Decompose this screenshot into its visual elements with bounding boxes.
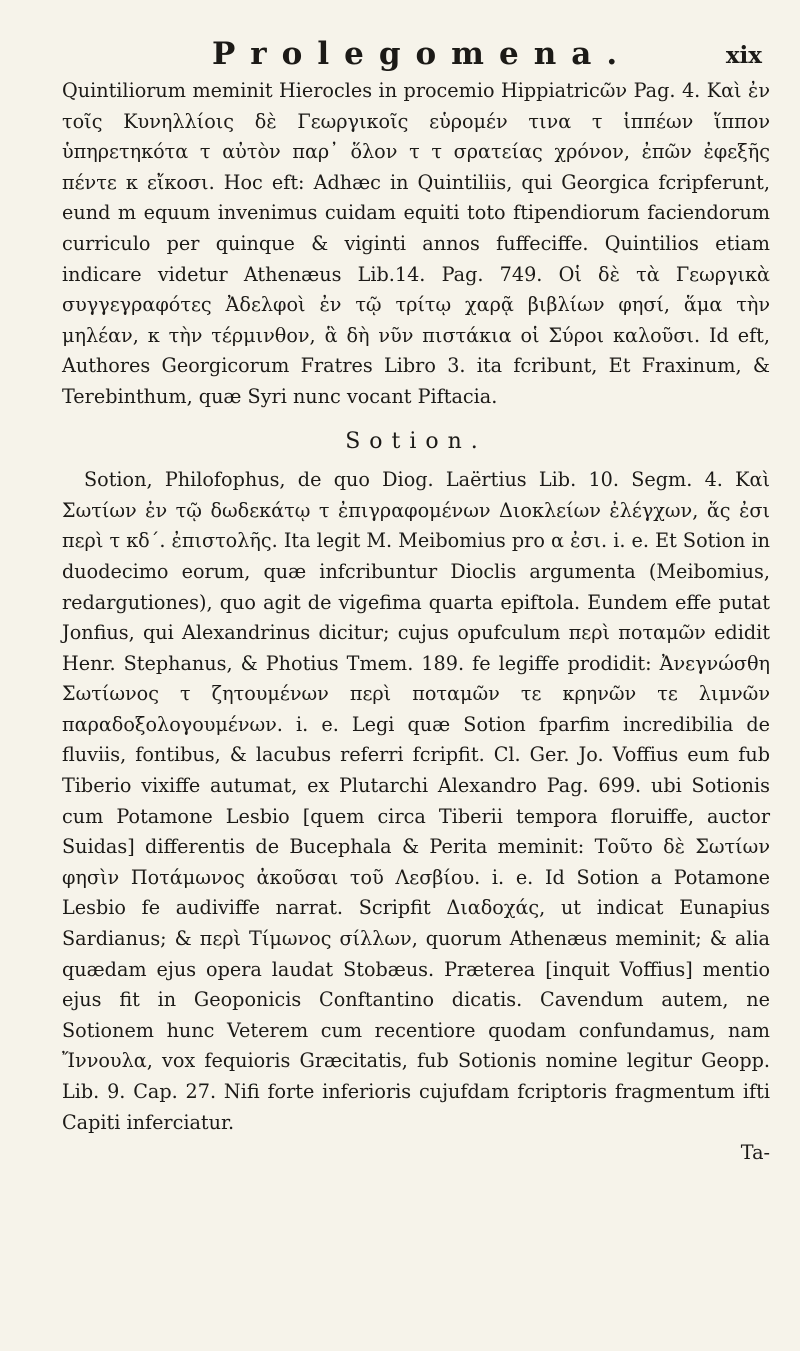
page-header xyxy=(62,18,770,76)
page-number: xix xyxy=(725,42,762,69)
body-text xyxy=(62,76,770,1169)
paragraph-quintiliorum: Quintiliorum meminit Hierocles in procemio Hippiatricῶν Pag. 4. Καὶ ἐν τοῖς Κυνηλλίοις δὲ Γεωργικοῖς εὑρομέν τινα τ ἱππέων ἵππον ὑπηρετηκότα τ αὐτὸν παρ᾽ ὅλον τ τ σρατείας χρόνον, ἐπῶν ἐφεξῆς πέντε κ εἴκοσι. Hoc eft: Adhæc in Quintiliis, qui Georgica fcripferunt, eund m equum invenimus cuidam equiti toto ftipendiorum faciendorum curriculo per quinque & viginti annos fuffeciffe. Quintilios etiam indicare videtur Athenæus Lib.14. Pag. 749. Οἱ δὲ τὰ Γεωργικὰ συγγεγραφότες Ἀδελφοὶ ἐν τῷ τρίτῳ χαρᾷ βιβλίων φησί, ἅμα τὴν μηλέαν, κ τὴν τέρμινθον, ἃ δὴ νῦν πιστάκια οἱ Σύροι καλοῦσι. Id eft, Authores Georgicorum Fratres Libro 3. ita fcribunt, Et Fraxinum, & Terebinthum, quæ Syri nunc vocant Piftacia. xyxy=(62,79,770,408)
paragraph-sotion: Sotion, Philofophus, de quo Diog. Laërtius Lib. 10. Segm. 4. Καὶ Σωτίων ἐν τῷ δωδεκάτῳ τ ἐπιγραφομένων Διοκλείων ἐλέγχων, ἅς ἐσι περὶ τ κδ΄. ἐπιστολῆς. Ita legit M. Meibomius pro α ἐσι. i. e. Et Sotion in duodecimo eorum, quæ infcribuntur Dioclis argumenta (Meibomius, redargutiones), quo agit de vigefima quarta epiftola. Eundem effe putat Jonfius, qui Alexandrinus dicitur; cujus opufculum περὶ ποταμῶν edidit Henr. Stephanus, & Photius Tmem. 189. fe legiffe prodidit: Ἀνεγνώσθη Σωτίωνος τ ζητουμένων περὶ ποταμῶν τε κρηνῶν τε λιμνῶν παραδοξολογουμένων. i. e. Legi quæ Sotion fparfim incredibilia de fluviis, fontibus, & lacubus referri fcripfit. Cl. Ger. Jo. Voffius eum fub Tiberio vixiffe autumat, ex Plutarchi Alexandro Pag. 699. ubi Sotionis cum Potamone Lesbio [quem circa Tiberii tempora floruiffe, auctor Suidas] differentis de Bucephala & Perita meminit: Τοῦτο δὲ Σωτίων φησὶν Ποτάμωνος ἀκοῦσαι τοῦ Λεσβίου. i. e. Id Sotion a Potamone Lesbio fe audiviffe narrat. Scripfit Διαδοχάς, ut indicat Eunapius Sardianus; & περὶ Τίμωνος σίλλων, quorum Athenæus meminit; & alia quædam ejus opera laudat Stobæus. Præterea [inquit Voffius] mentio ejus fit in Geoponicis Conftantino dicatis. Cavendum autem, ne Sotionem hunc Veterem cum recentiore quodam confundamus, nam Ἴννουλα, vox fequioris Græcitatis, fub Sotionis nomine legitur Geopp. Lib. 9. Cap. 27. Nifi forte inferioris cujufdam fcriptoris fragmentum ifti Capiti inferciatur. xyxy=(62,468,770,1134)
running-title: Prolegomena. xyxy=(212,36,633,72)
section-title-sotion: Sotion. xyxy=(345,428,487,454)
catchword: Ta- xyxy=(740,1141,770,1165)
